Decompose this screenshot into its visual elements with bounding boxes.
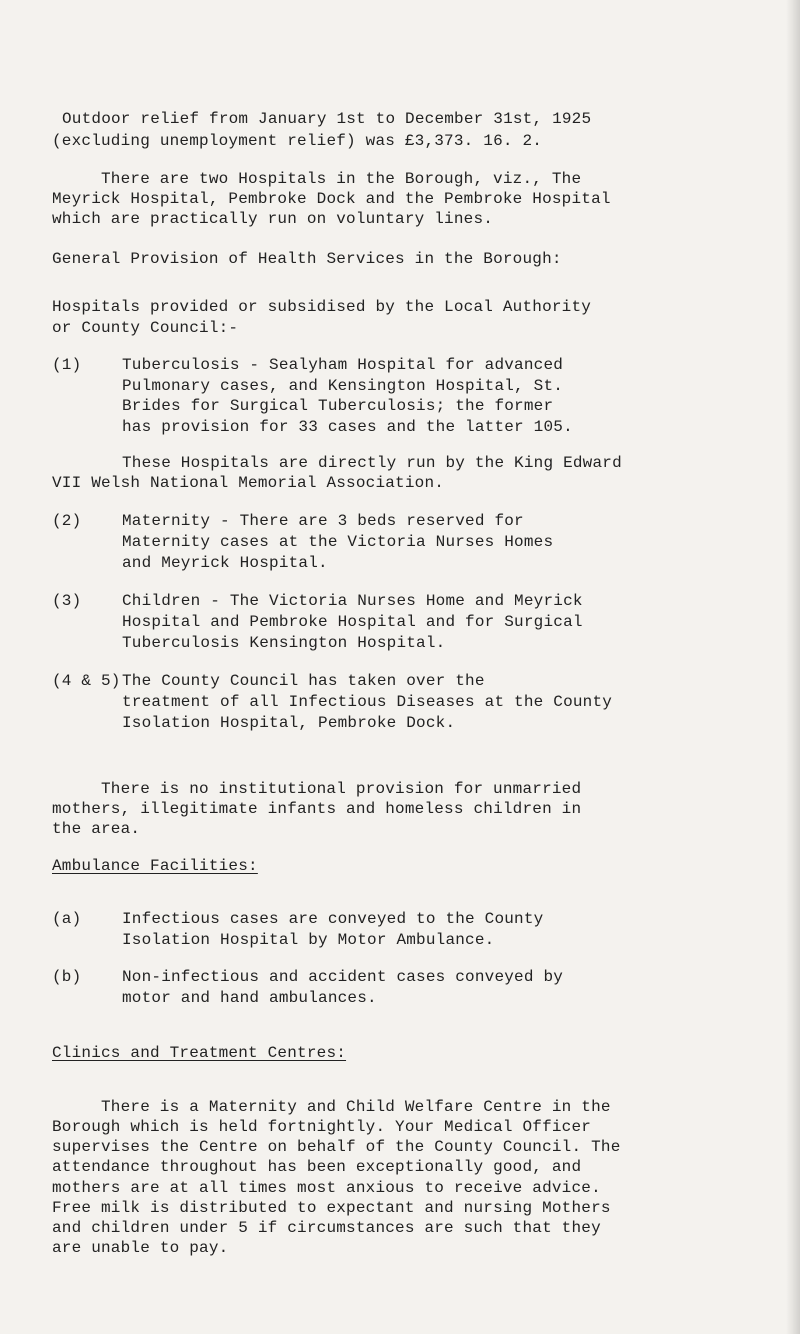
clinics-line-4: attendance throughout has been exceptionally good, and: [52, 1158, 582, 1176]
item-2-line-2: Maternity cases at the Victoria Nurses Homes: [122, 533, 554, 551]
direct-line-1: These Hospitals are directly run by the King Edward: [122, 454, 622, 472]
direct-line-2: VII Welsh National Memorial Association.: [52, 474, 445, 492]
ambulance-b-line-2: motor and hand ambulances.: [122, 989, 377, 1007]
page-edge-shadow: [786, 0, 800, 1334]
item-2-line-1: Maternity - There are 3 beds reserved for: [122, 512, 524, 530]
ambulance-b-line-1: Non-infectious and accident cases conveyed by: [122, 968, 564, 986]
item-2-line-3: and Meyrick Hospital.: [122, 554, 328, 572]
clinics-line-7: and children under 5 if circumstances are such that they: [52, 1219, 601, 1237]
no-provision-line-3: the area.: [52, 820, 141, 838]
general-provision-heading: General Provision of Health Services in the Borough:: [52, 250, 562, 268]
ambulance-a-line-2: Isolation Hospital by Motor Ambulance.: [122, 931, 495, 949]
item-4-5-number: (4 & 5): [52, 672, 121, 690]
clinics-line-1: There is a Maternity and Child Welfare Centre in the: [101, 1098, 611, 1116]
ambulance-b-number: (b): [52, 968, 82, 986]
provided-line-2: or County Council:-: [52, 319, 239, 337]
clinics-heading: Clinics and Treatment Centres:: [52, 1044, 347, 1062]
item-4-5-line-1: The County Council has taken over the: [122, 672, 485, 690]
clinics-line-6: Free milk is distributed to expectant and nursing Mothers: [52, 1199, 611, 1217]
no-provision-line-1: There is no institutional provision for unmarried: [101, 780, 582, 798]
item-1-number: (1): [52, 356, 82, 374]
item-3-line-3: Tuberculosis Kensington Hospital.: [122, 634, 446, 652]
item-1-line-3: Brides for Surgical Tuberculosis; the former: [122, 397, 554, 415]
item-1-line-2: Pulmonary cases, and Kensington Hospital, St.: [122, 377, 564, 395]
item-1-line-1: Tuberculosis - Sealyham Hospital for advanced: [122, 356, 564, 374]
outdoor-relief-line-2: (excluding unemployment relief) was £3,373. 16. 2.: [52, 132, 543, 150]
item-2-number: (2): [52, 512, 82, 530]
item-4-5-line-2: treatment of all Infectious Diseases at the County: [122, 693, 613, 711]
hospitals-line-1: There are two Hospitals in the Borough, viz., The: [101, 170, 582, 188]
ambulance-a-number: (a): [52, 910, 82, 928]
hospitals-line-2: Meyrick Hospital, Pembroke Dock and the Pembroke Hospital: [52, 190, 611, 208]
item-1-line-4: has provision for 33 cases and the latter 105.: [122, 418, 573, 436]
ambulance-a-line-1: Infectious cases are conveyed to the County: [122, 910, 544, 928]
provided-line-1: Hospitals provided or subsidised by the Local Authority: [52, 298, 592, 316]
clinics-line-3: supervises the Centre on behalf of the County Council. The: [52, 1138, 621, 1156]
clinics-line-2: Borough which is held fortnightly. Your Medical Officer: [52, 1118, 592, 1136]
item-3-line-2: Hospital and Pembroke Hospital and for Surgical: [122, 613, 583, 631]
item-3-line-1: Children - The Victoria Nurses Home and Meyrick: [122, 592, 583, 610]
hospitals-line-3: which are practically run on voluntary lines.: [52, 210, 494, 228]
outdoor-relief-line-1: Outdoor relief from January 1st to December 31st, 1925: [62, 110, 592, 128]
item-4-5-line-3: Isolation Hospital, Pembroke Dock.: [122, 714, 456, 732]
clinics-line-8: are unable to pay.: [52, 1239, 229, 1257]
no-provision-line-2: mothers, illegitimate infants and homeless children in: [52, 800, 582, 818]
clinics-line-5: mothers are at all times most anxious to receive advice.: [52, 1179, 601, 1197]
ambulance-heading: Ambulance Facilities:: [52, 857, 258, 875]
item-3-number: (3): [52, 592, 82, 610]
